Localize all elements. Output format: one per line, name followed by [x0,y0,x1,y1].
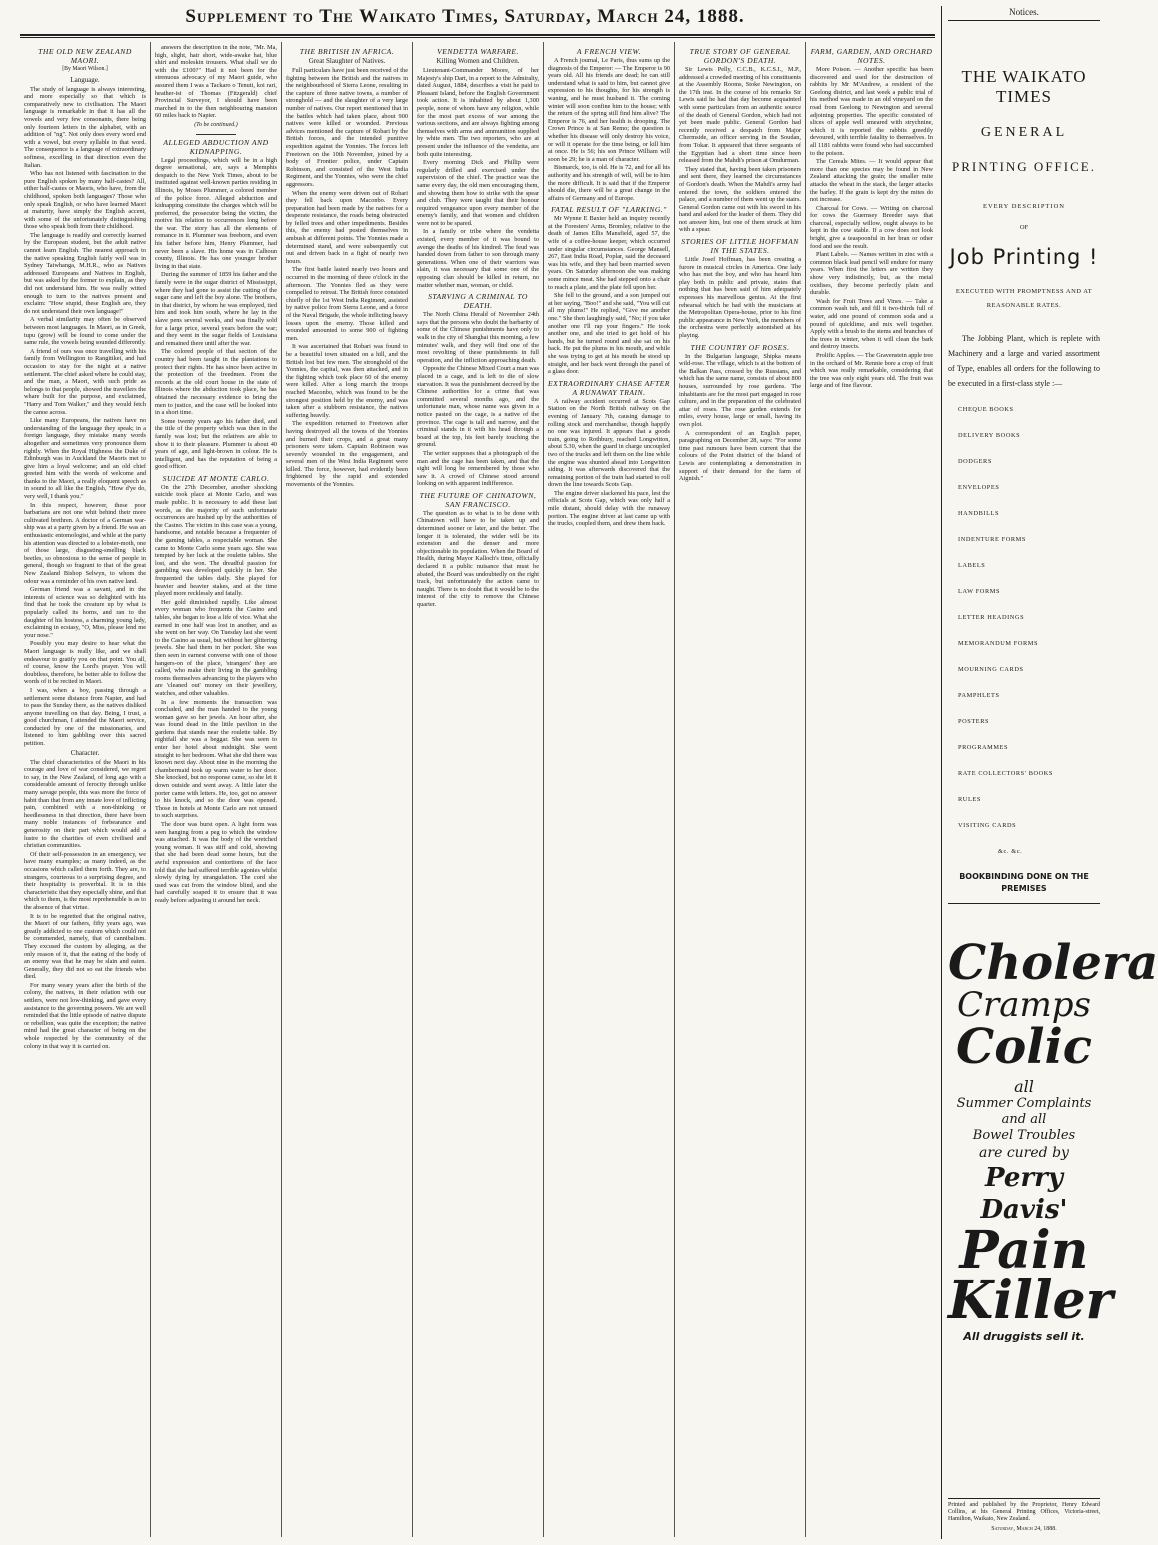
ad-bowel: Bowel Troubles [972,1128,1076,1143]
article-paragraph: The question as to what is to be done with Chinatown will have to be taken up and determined sooner or later, and the better. The longer it is tolerated, the wider will be its extension and the denser and more objectionable its population. When the Board of Health, during Mayor Kalloch's time, officially declared it a public nuisance that must be abated, the Board was undoubtedly on the right track, but unfortunately the action came to naught. There is no doubt that it would be to the interest of the city to remove the Chinese quarter. [417,509,539,608]
article-paragraph: The chief characteristics of the Maori in his courage and love of war considered, we regret to say, in the New Zealand, of long ago with a considerable amount of ferocity through unlike many savage people, this was more the force of habit than that from any innate love of inflicting pain, combined with a non-thinking or heedlessness in that direction, there have been many noble instances of forbearance and generosity on their part which would add a lustre to the charities of even civilised and christian communities. [24,758,146,850]
advert-item: DELIVERY BOOKS [958,432,1021,439]
advert-item: HANDBILLS [958,510,1000,517]
article-paragraph: In a family or tribe where the vendetta existed, every member of it was bound to avenge the deaths of his kindred. The feud was handed down from father to son through many generations. When one of their warriors was slain, it was necessary that some one of the opposing clan should be killed in return, no matter whether man, woman, or child. [417,228,539,289]
article-paragraph: It was ascertained that Robari was found to be a beautiful town situated on a hill, and the British lost but few men. The stronghold of the Yonnies, the capital, was then attacked, and in the fighting which took place 60 of the enemy were killed. After a long march the troops reached Maconbo, which was found to be the strongest position held by the enemy, and was taken after a stubborn resistance, the natives suffering heavily. [286,343,408,419]
article-paragraph: Sir Lewis Pelly, C.C.B., K.C.S.I., M.P., addressed a crowded meeting of his constituents at the Assembly Rooms, Stoke Newington, on the 17th inst. In the course of his remarks Sir Lewis said he had that day become acquainted with some particulars from an authentic source of the death of General Gordon, which had not yet been made public. General Gordon had recently received a despatch from Major Chermside, an officer serving in the Soudan, from Tokar. It appeared that three sergeants of the Egyptian had a short time since been released from the Mahdi's prison at Omdurman. [679,66,801,165]
article-paragraph: Lieutenant-Commander Moore, of her Majesty's ship Dart, in a report to the Admiralty, dated August, 1884, describes a visit he paid to Pleasant Island, before the English Government took action. It is inhabited by about 1,300 people, none of whom have any religion, while for the most part excess of war among the various sections, and are always fighting among themselves with arms and ammunition supplied by white men. The two reporters, who are at present under the influence of the vendetta, are both quite interesting. [417,67,539,158]
article-paragraph: Mr Wynne E Baxter held an inquiry recently at the Foresters' Arms, Bromley, relative to the death of James Ellis Mansfield, aged 57, the wife of a coffee-house keeper, which occurred under singular circumstances. George Mansell, 267, East India Road, Poplar, said the deceased was his wife, and they had been married seven years. On Saturday afternoon she was making some mince meat. She had stepped onto a chair to reach a plate, and the plate fell upon her. [548,215,670,291]
continued-note: (To be continued.) [194,121,238,128]
article-paragraph: It is to be regretted that the original native, the Maori of our fathers, fifty years ago, was greatly addicted to one custom which could not be commended, namely, that of cannibalism. They excused the custom by alleging, as the only reason of it, that the eating of the body of an enemy was that he may be slain and eaten. Generally, they did not so eat the friends who died. [24,912,146,981]
article-heading: TRUE STORY OF GENERAL GORDON'S DEATH. [689,47,791,65]
column-6 [675,42,806,1537]
ad-cramps: Cramps [957,985,1091,1025]
article-heading: FARM, GARDEN, AND ORCHARD NOTES. [810,47,933,65]
article-paragraph: In a few moments the transaction was concluded, and the man handed to the young woman gave so her jewels. An hour after, she was found dead in the little pavilion in the gardens that stands near the roulette table. By nightfall she was a beggar. She was seen to enter her hotel about midnight. She went straight to her bedroom. What she did there was known next day. About nine in the morning the chambermaid took up warm water to her door. She knocked, but no response came, so she let it down outside and went away. A little later the porter came with letters. He, too, got no answer to his knock, and so the door was opened. Those in hotels at Monte Carlo are not unused to such surprises. [155,698,277,820]
article-paragraph: In the Bulgarian language, Shipka means wild-rose. The village, which is at the bottom of the Balkan Pass, crossed by the Russians, and which has the same name, consists of about 800 houses, surrounded by rose gardens. The inhabitants are for the most part engaged in rose culture, and in the preparation of the celebrated attar of roses. The rose garden extends for miles, every house, large or small, having its own plot. [679,352,801,428]
advert-printing: PRINTING OFFICE. [952,159,1096,174]
advert-item: ENVELOPES [958,484,1000,491]
article-heading: FATAL RESULT OF "LARKING." [551,205,667,215]
article-columns [20,42,938,1537]
article-paragraph: The writer supposes that a photograph of the man and the cage has been taken, and that the sight will long be remembered by those who saw it. A crowd of Chinese stood around looking on with apparent indifference. [417,449,539,488]
advert-item: CHEQUE BOOKS [958,406,1014,413]
article-paragraph: Plant Labels. — Names written in zinc with a common black lead pencil will endure for many years. When first the letters are written they show very indistinctly, but, as the metal oxidises, they become perfectly plain and durable. [810,251,933,297]
article-paragraph: For many weary years after the birth of the colony, the natives, in their relation with our settlers, were not low-thinking, and gave every assistance to the governing powers. We are well reminded that the little episode of native dispute or rebellion, was quite the exception; the native mind had the great character of being on the whole respected by the community of the colony in that way it is carried on. [24,981,146,1050]
advert-item: RATE COLLECTORS' BOOKS [958,770,1054,777]
imprint-text: Printed and published by the Proprietor, Henry Edward Collins, at his General Printing Offices, Victoria-street, Hamilton, Waikato, New Zealand. [948,1501,1100,1523]
article-paragraph: The Cereals Mites. — It would appear that more than one species may be found in New Zealand attacking the grain; the smaller mite attacks the wheat in the stack, the larger attacks the barley. If the grain is kept dry the mites do not increase. [810,158,933,204]
advert-item-list [948,397,1100,865]
article-subheading: Character. [70,748,100,757]
advert-of: OF [1019,224,1029,231]
article-paragraph: The study of language is always interesting, and more especially so that which is comparatively new to civilisation. The Maori language is remarkable in that it has all the vowels and very few consonants, there being only fourteen letters in the alphabet, with an addition of "ng". Not only does every word end with a vowel, but every syllable in that word. The consequence is a language of extraordinary softness, excelling in that direction even the Italian. [24,85,146,169]
advert-item: VISITING CARDS [958,822,1017,829]
article-paragraph: On the 27th December, another shocking suicide took place at Monte Carlo, and was made public. It is necessary to add these last words, as the majority of such unfortunate occurrences are hushed up by the authorities of the Casino. The victim in this case was a young, handsome, and notable because a frequenter of the gaming tables, a respectable woman. She came to Monte Carlo some years ago. She was tempted by her luck at the roulette tables. She lost, and she won. The dreadful passion for gambling was developed quickly in her. She frequented the tables daily. She played for heavier and heavier stakes, and at the time played more recklessly and fatally. [155,483,277,598]
article-heading: THE BRITISH IN AFRICA. [299,47,395,56]
article-paragraph: A railway accident occurred at Scots Gap Station on the North British railway on the evening of January 7th, causing damage to rolling stock and merchandise, though happily no one was injured. It appears that a goods train, going to Rothbury, reached Longwitton, about 5.30, when the guard in charge uncoupled two of the trucks and left them on the line while the engine was shunted ahead into Longwitton siding. It was afterwards discovered that the remaining portion of the train had started to roll down the line towards Scots Gap. [548,397,670,489]
advert-item: PROGRAMMES [958,744,1009,751]
article-subheading: Killing Women and Children. [436,57,520,65]
advert-item: INDENTURE FORMS [958,536,1026,543]
advert-job-printing: Job Printing ! [949,245,1099,269]
header-rule [20,34,935,36]
article-paragraph: A French journal, Le Paris, thus sums up the diagnosis of the Emperor: — The Emperor is 90 years old. All his friends are dead; he can still understand what is said to him, but cannot give expression to his thoughts, for his strength is waning, and he must husband it. The coming winter will soon confine him to the house; with the return of the spring still find him alive? The Emperor is 76, and her health is drooping. The Crown Prince is at San Remo; the question is whether his disease will only destroy his voice, or will it operate for the time being, or kill him at once. He is 56; his son Prince William will soon be 29; he is a man of character. [548,57,670,163]
advert-item: MEMORANDUM FORMS [958,640,1039,647]
article-subheading: Great Slaughter of Natives. [308,57,386,65]
article-paragraph: When the enemy were driven out of Robari they fell back upon Maconbo. Every preparation had been made by the natives for a desperate resistance, the roads being obstructed by felled trees and other impediments. Besides this, the enemy had posted themselves in ambush at different points. The Yonnies made a determined stand, and were subsequently cut out and driven back in a fight of nearly two hours. [286,189,408,265]
article-paragraph: Of their self-possession in an emergency, we have many examples; as many indeed, as the occasions which called them forth. They are, to strangers, courteous to a surprising degree, and their hospitality is proverbial. It is in this characteristic that they especially shine, and that which to them, is the most reprehensible is as to the absence of that virtue. [24,850,146,911]
column-4 [413,42,544,1537]
article-paragraph: Full particulars have just been received of the fighting between the British and the natives in the neighbourhood of Sierra Leone, resulting in the capture of three native towns, a number of stronghold — and the slaughter of a very large number of natives. Our report mentioned that in the battles which had taken place, about 900 natives were killed or wounded. Previous advices mentioned the capture of Robari by the British forces, and the intended punitive expedition against the Yonnies. The forces left Freetown on the 10th November, joined by a body of Frontier police, under Captain Robinson, and consisted of the West India Regiment, and the Yonnies, who were the chief aggressors. [286,67,408,188]
article-paragraph: A correspondent of an English paper, paragraphing on December 28, says: "For some time past rumours have been current that the colours of the Point district of the Island of Lewis are contemplating a demonstration in support of their demand for the farm of Aignish." [679,429,801,483]
article-paragraph: Charcoal for Cows. — Writing on charcoal for cows the Guernsey Breeder says that charcoal, especially willow, ought always to be kept in the cow stable. If a cow does not look bright, give a teaspoonful in her bran or other food and see the result. [810,204,933,250]
advert-jobbing-text: The Jobbing Plant, which is replete with Machinery and a large and varied assortment of Type, enables all orders for the following to be executed in a first-class style :— [948,334,1100,388]
article-byline: [By Maori Wilson.] [62,66,108,72]
article-paragraph: Possibly you may desire to hear what the Maori language is really like, and we shall endeavour to gratify you on that point. You all, of course, know the Lord's prayer. You will doubtless, therefore, be better able to follow the words of it be recited in Maori. [24,640,146,686]
ad-pain: Pain [959,1220,1089,1281]
advert-etc: &c. &c. [998,848,1023,855]
column-1 [20,42,151,1537]
advert-item: POSTERS [958,718,990,725]
article-heading: STORIES OF LITTLE HOFFMAN IN THE STATES. [681,237,799,256]
article-paragraph: The North China Herald of November 24th says that the persons who doubt the barbarity of some of the Chinese punishments have only to walk in the city of Shanghai this morning, a few minutes' walk, and they will find one of the most revolting of these punishments in full operation, and the infliction approaching death. [417,311,539,364]
printing-office-advert [948,67,1100,904]
ad-cured: are cured by [979,1145,1069,1161]
article-paragraph: Bismarck, too, is old. He is 72, and for all his authority and his strength of will, will be to him the more difficult. It is said that if the Emperor should die, there will be a great change in the affairs of Germany and of Europe. [548,164,670,202]
article-paragraph: In this respect, however, these poor barbarians are not one whit behind their more cultivated brethren. A doctor of a German war-ship was at a party given by a friend. He was an enthusiastic entomologist, and while at the party his attention was directed to a lobster-moth, one of those large, disgusting-smelling black beetles, so obnoxious to the sense of people in general, though so fragrant to that of the great New Zealand Bishop Selwyn, to whom the odour was a reminder of his own native land. [24,501,146,585]
article-heading: A FRENCH VIEW. [576,47,642,56]
ad-colic: Colic [956,1019,1092,1075]
ad-killer: Killer [948,1270,1113,1331]
advert-bookbinding: BOOKBINDING DONE ON THE PREMISES [959,872,1089,893]
article-heading: THE COUNTRY OF ROSES. [690,342,790,352]
article-paragraph: The colored people of that section of the country had been taught in the plantations to protect their rights. He has since been active in the protection of the freedmen. From the records at the old court house in the state of Illinois where the abduction took place, he has obtained the necessary evidence to bring the men to justice, and the case will be looked into in a short time. [155,348,277,417]
article-paragraph: The door was burst open. A light form was seen hanging from a peg to which the window was attached. It was the body of the wretched young woman. It was stiff and cold, showing that she had been dead some hours, but the awful expression and contortions of the face told that she had suffered terrible agonies whilst slowly dying by strangulation. The cord she used was cut from the window blind, and she had carefully soaped it to ensure that it was ready before adjusting it around her neck. [155,821,277,904]
advert-item: LABELS [958,562,986,569]
ad-and-all: and all [1001,1112,1047,1127]
article-paragraph: Opposite the Chinese Mixed Court a man was placed in a cage, and is left to die of slow starvation. It was the punishment decreed by the Chinese authorities for a crime that was committed several months ago, and the unfortunate man, whose name was given in a notice pasted on the cage, is a native of the province. The cage is tall and narrow, and the criminal stands in it with his head through a board at the top, his feet barely touching the ground. [417,365,539,449]
article-paragraph: I was, when a boy, passing through a settlement some distance from Napier, and had to pass the Sunday there, as the natives disliked anyone travelling on that day. Being, I trust, a good churchman, I attended the Maori service, conducted by one of the missionaries, and listened to him gabbling over this sacred petition. [24,686,146,748]
section-rule [196,134,236,135]
advert-item: DODGERS [958,458,992,465]
article-paragraph: The first battle lasted nearly two hours and occurred in the morning of three o'clock in the afternoon. The Yonnies fled as they were compelled to retreat. The British force consisted chiefly of the 1st West India Regiment, assisted by native police from Sierra Leone, and a force of the Naval Brigade, the whole inflicting heavy losses upon the enemy. Those killed and wounded amounted to some 900 of fighting men. [286,266,408,342]
article-paragraph: The expedition returned to Freetown after having destroyed all the towns of the Yonnies and burned their crops, and a great many prisoners were taken. Captain Robinson was severely wounded in the engagement, and several men of the West India Regiment were killed. The force, however, had evidently been frightened by the rapid and extended movements of the Yonnies. [286,420,408,489]
column-7 [806,42,937,1537]
article-paragraph: Wash for Fruit Trees and Vines. — Take a common wash tub, and fill it two-thirds full of water, add one pound of common soda and a pound of quicklime, and mix well together. Apply with a brush to the stems and branches of the trees in winter, when it will clean the bark and destroy insects. [810,297,933,351]
article-paragraph: Prolific Apples. — The Gravenstein apple tree in the orchard of Mr. Rennie bore a crop of fruit which was really remarkable, considering that the tree was only eight years old. The fruit was large and of fine flavour. [810,351,933,390]
header-rule-thin [20,37,935,38]
column-5 [544,42,675,1537]
ad-cholera: Cholera [948,935,1158,991]
advert-executed: EXECUTED WITH PROMPTNESS AND AT REASONABLE RATES. [955,288,1093,309]
article-heading: ALLEGED ABDUCTION AND KIDNAPPING. [163,137,269,156]
advert-item: PAMPHLETS [958,692,1000,699]
article-paragraph: Some twenty years ago his father died, and the title of the property which was then in the family was lost; but the relatives are able to show it to their pleasure. Plummer is about 40 years of age, and light-brown in colour. He is intelligent, and has the reputation of being a good officer. [155,417,277,471]
advert-item: MOURNING CARDS [958,666,1024,673]
article-paragraph: Like many Europeans, the natives have no understanding of the language they speak; in a foreign language, they mistake many words altogether and sometimes very pronounce them rightly. When the Royal Highness the Duke of Edinburgh was in Auckland the Maoris met to give him a loyal welcome; and an old chief greeted him with the words of welcome and thanks to the Maori, a really eloquent speech as in sound to all like the English, "How d'ye do, very well, I thank you." [24,417,146,501]
article-paragraph: Her gold diminished rapidly. Like almost every woman who frequents the Casino and tables, she began to lose a life of vice. What she earned in one half was lost in another, and as she went on her way. On Tuesday last she went to the Casino as usual, but without her glittering jewels. She had them in her pocket. She was then seen in earnest converse with one of those hangers-on of the place, 'strangers' they are called, who make their living in the gambling rooms themselves advancing to the players who are 'cleaned out' money on their jewellery, watches, and other valuables. [155,598,277,697]
notices-heading: Notices. [948,6,1100,21]
article-paragraph: Little Josef Hoffman, has been creating a furore in musical circles in America. One lady who has met the boy, and who has heard him play both in public and private, states that nothing that has been said of him adequately expresses his marvellous genius. At the first rehearsal which he had with the musicians at the Metropolitan Opera-house, prior to his first public appearance in New York, the members of the orchestra were perfectly astonished at his playing. [679,256,801,339]
article-heading: SUICIDE AT MONTE CARLO. [162,473,270,483]
imprint [948,1498,1100,1533]
article-paragraph: She fell to the ground, and a son jumped out at her saying, "Boo!" and she said, "You will cut all my plums!" He replied, "Give me another one." She then laughingly said, "No; if you take another one I'll rap your fingers." He took another one, and she tried to get hold of his hands, but he turned round and she sat on his back. He put the plums in his mouth, and while she was trying to get at his mouth he stood up straight, and her back went through the panel of a glass door. [548,292,670,376]
article-heading: STARVING A CRIMINAL TO DEATH. [428,292,528,311]
article-paragraph: The engine driver slackened his pace, lest the officials at Scots Gap, which was only half a mile distant, should delay with the runaway portion. The engine driver at last came up with the trucks, coupled them, and drew them back. [548,489,670,528]
column-2 [151,42,282,1537]
ad-summer: Summer Complaints [956,1096,1092,1111]
imprint-date: Saturday, March 24, 1888. [991,1525,1057,1532]
article-paragraph: Who has not listened with fascination to the pure English spoken by many half-castes? All, either half-castes or Maoris, who have, from the childhood, spoken both languages? Those who only speak English, or who have learned Maori at maturity, have simply the English accent, with some of the unfortunately distinguishing those who speak both from their childhood. [24,170,146,231]
painkiller-advert [948,935,1158,1343]
article-paragraph: More Poison. — Another specific has been discovered and used for the destruction of rabbits by Mr M'Andrew, a resident of the Geelong district, and last week a public trial of his method was made in an old vineyard on the road from Geelong to Newington and several adjoining properties. The specific consisted of slices of apple well smeared with strychnine, which it is reported the rabbits greedily devoured, with terrible fatality to themselves. In all 1181 rabbits were found who had succumbed to the poison. [810,66,933,157]
article-paragraph: Every morning Dick and Phillip were regularly drilled and exercised under the supervision of the chief. The practice was the same every day, the old men encouraging them, and showing them how to strike with the spear and club. They were taught that their honour required vengeance upon every member of the enemy's family, and that women and children were not to be spared. [417,159,539,227]
ad-all: all [1014,1077,1034,1096]
advert-item: RULES [958,796,981,803]
article-heading: VENDETTA WARFARE. [437,47,519,56]
advert-column [941,6,1158,1539]
article-paragraph: German friend was a savant, and in the interests of science was so delighted with his find that he took the creature up by what is popularly called its horns, and ran to the daughter of his hostess, a charming young lady, exclaiming in ecstasy, "O, Miss, please lend me your nose." [24,586,146,639]
article-paragraph: A verbal similarity may often be observed between most languages. In Maori, as in Greek, tupu (grow) will be found to come under the same rule, the vowels being sounded differently. [24,316,146,347]
advert-general: GENERAL [980,125,1068,140]
ad-perry-davis: Perry Davis' [980,1163,1068,1225]
article-heading: EXTRAORDINARY CHASE AFTER A RUNAWAY TRAIN. [548,378,670,397]
article-paragraph: answers the description in the note, "Mr. Ma, high, slight, hair short, wide-awake hat, blue shirt and moleskin trousers. What shall we do with the £100?" Had it not been for the strenuous advocacy of my Maori guide, who assured them I was a Tackaro o Tenuti, koi rari, heather-ist of Thomas (Fitzgerald) chief Provincial Surveyor, I should have been marched in to the then neighbouring mansion 60 miles back to Napier. [155,44,277,120]
ad-druggists: All druggists sell it. [963,1330,1085,1343]
article-paragraph: During the summer of 1859 his father and the family were in the sugar district of Mississippi, where they had gone to assist the cutting of the sugar cane and left the boy alone. The brothers, in that district, by whom he was employed, tied him and took him south, where he lay in the slave pens several weeks, and was finally sold for a large price, several years before the war; and they went in the sugar fields of Louisiana and remained there until after the war. [155,271,277,347]
article-paragraph: Legal proceedings, which will be in a high degree sensational, are, says a Memphis despatch to the New York Times, about to be instituted against well-known parties residing in Illinois, by Moses Plummer, a colored member of the police force. Alleged abduction and kidnapping constitute the charges which will be preferred, the prosecutor being the victim, the motive his relation to occurrences long before the war. The story has all the elements of romance in it. Plummer was freeborn, and even his father before him, Henry Plummer, had never been a slave. His home was in Calhoun county, Illinois. He has one younger brother living in that state. [155,156,277,270]
article-heading: THE FUTURE OF CHINATOWN, SAN FRANCISCO. [419,490,537,509]
advert-item: LETTER HEADINGS [958,614,1025,621]
advert-every: EVERY DESCRIPTION [983,203,1065,210]
column-3 [282,42,413,1537]
article-heading: THE OLD NEW ZEALAND MAORI. [38,47,132,65]
article-paragraph: A friend of ours was once travelling with his family from Wellington to Rangitikei, and had occasion to stay for the night at a native settlement. The chief asked where he could stay, and the man, a Maori, with such pride as belongs to that people, showed the travellers the whare built for the purpose, and exclaimed, "Harry and Tom Walker," and they would fetch the canoe across. [24,347,146,416]
article-paragraph: They stated that, having been taken prisoners and sent there, they learned the circumstances of Gordon's death. When the Mahdi's army had entered the town, the soldiers entered the palace, and a number of them went up the stairs. General Gordon came out with his sword in his hand and asked for the leader of them. They did not answer him, but one of them struck at him with a spear. [679,165,801,234]
advert-item: LAW FORMS [958,588,1001,595]
article-paragraph: The language is readily and correctly learned by the European student, but the adult native cannot learn English. The nearest approach to the native speaking English fairly well was in Sydney Taiwhanga, M.H.R., who as Natives addressed Europeans and Natives in English, but was asked by the former to explain, as they did not understand him. He was really witted enough to turn to the natives present and exclaim: "How stupid, these English are, they do not understand their own language!" [24,231,146,315]
page-header: Supplement to The Waikato Times, Saturday, March 24, 1888. [185,6,745,27]
advert-title: THE WAIKATO TIMES [961,67,1087,106]
article-subheading: Language. [70,75,100,84]
